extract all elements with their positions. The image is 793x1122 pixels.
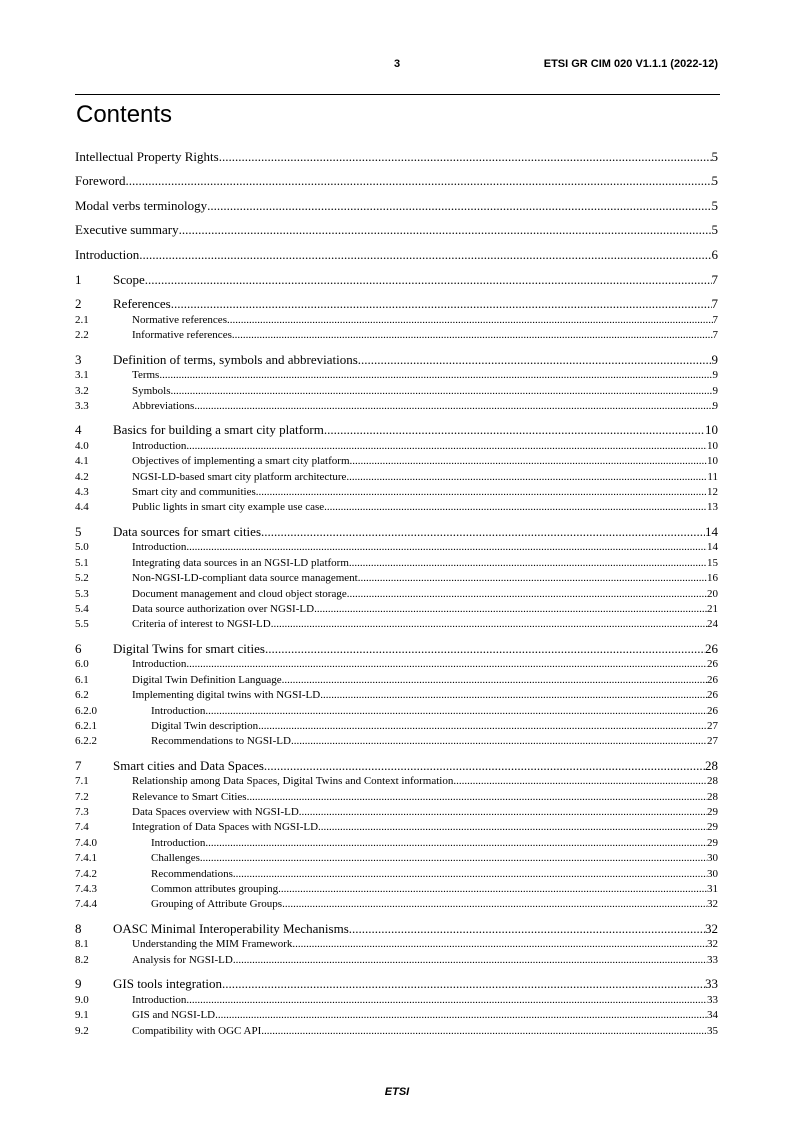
toc-subclause-entry[interactable] — [75, 540, 718, 555]
toc-leader-dots — [358, 352, 712, 369]
toc-entry-number: 4.2 — [75, 470, 89, 483]
toc-subsubclause-entry[interactable] — [75, 897, 718, 912]
toc-entry-title: Foreword — [75, 173, 126, 189]
toc-leader-dots — [299, 805, 707, 820]
toc-entry-title: Introduction — [75, 246, 140, 262]
toc-leader-dots — [349, 921, 705, 938]
toc-entry-title: Informative references — [132, 329, 232, 342]
toc-clause-entry[interactable] — [75, 422, 718, 439]
toc-entry-number: 9 — [75, 976, 82, 992]
toc-entry-page: 11 — [707, 470, 718, 483]
toc-entry-title: Criteria of interest to NGSI-LD — [132, 618, 271, 631]
toc-subclause-entry[interactable] — [75, 805, 718, 820]
toc-entry-page: 13 — [707, 501, 718, 514]
toc-entry-title: Public lights in smart city example use case — [132, 501, 325, 514]
footer-publisher: ETSI — [384, 1086, 410, 1098]
toc-entry-page: 33 — [707, 953, 718, 966]
toc-entry-number: 8 — [75, 920, 82, 936]
toc-entry-page: 5 — [711, 148, 718, 164]
toc-entry-title: Normative references — [132, 313, 227, 326]
toc-clause-entry[interactable] — [75, 222, 718, 239]
toc-leader-dots — [347, 587, 707, 602]
toc-leader-dots — [278, 882, 707, 897]
toc-leader-dots — [205, 836, 707, 851]
toc-entry-page: 30 — [707, 867, 718, 880]
toc-entry-title: Executive summary — [75, 222, 179, 238]
toc-clause-entry[interactable] — [75, 198, 718, 215]
toc-entry-page: 9 — [712, 369, 718, 382]
toc-entry-number: 2.2 — [75, 329, 89, 342]
toc-entry-number: 6.2.2 — [75, 735, 97, 748]
toc-clause-entry[interactable] — [75, 921, 718, 938]
toc-entry-title: Introduction — [132, 658, 187, 671]
toc-leader-dots — [215, 1008, 707, 1023]
toc-entry-number: 4.0 — [75, 439, 89, 452]
toc-clause-entry[interactable] — [75, 976, 718, 993]
toc-entry-page: 30 — [707, 852, 718, 865]
toc-leader-dots — [227, 313, 713, 328]
toc-entry-number: 1 — [75, 271, 82, 287]
toc-entry-number: 7.4.2 — [75, 867, 97, 880]
toc-leader-dots — [186, 439, 707, 454]
toc-leader-dots — [324, 500, 707, 515]
toc-entry-number: 3 — [75, 351, 82, 367]
toc-leader-dots — [265, 641, 705, 658]
toc-entry-number: 9.0 — [75, 993, 89, 1006]
toc-entry-number: 4.1 — [75, 455, 89, 468]
toc-leader-dots — [291, 734, 707, 749]
toc-leader-dots — [186, 540, 707, 555]
toc-entry-title: Digital Twins for smart cities — [113, 640, 265, 656]
toc-entry-number: 5.2 — [75, 572, 89, 585]
toc-subclause-entry[interactable] — [75, 556, 718, 571]
toc-entry-title: Basics for building a smart city platform — [113, 422, 324, 438]
toc-entry-title: Modal verbs terminology — [75, 197, 208, 213]
toc-entry-number: 7.3 — [75, 806, 89, 819]
toc-leader-dots — [232, 328, 713, 343]
toc-entry-title: Challenges — [151, 852, 200, 865]
toc-entry-title: Introduction — [151, 836, 206, 849]
toc-entry-page: 28 — [707, 775, 718, 788]
header-page-number: 3 — [393, 58, 401, 70]
toc-entry-page: 33 — [707, 993, 718, 1006]
toc-leader-dots — [292, 937, 707, 952]
toc-subclause-entry[interactable] — [75, 399, 718, 414]
toc-clause-entry[interactable] — [75, 296, 718, 313]
toc-entry-title: GIS and NGSI-LD — [132, 1009, 216, 1022]
toc-entry-title: Introduction — [132, 993, 187, 1006]
toc-subclause-entry[interactable] — [75, 790, 718, 805]
toc-entry-page: 28 — [705, 757, 718, 773]
toc-leader-dots — [186, 657, 707, 672]
toc-subclause-entry[interactable] — [75, 774, 718, 789]
toc-subclause-entry[interactable] — [75, 953, 718, 968]
toc-subclause-entry[interactable] — [75, 820, 718, 835]
toc-entry-page: 7 — [712, 313, 718, 326]
toc-subclause-entry[interactable] — [75, 673, 718, 688]
toc-entry-page: 16 — [707, 572, 718, 585]
toc-leader-dots — [271, 617, 707, 632]
header-divider — [75, 94, 720, 95]
toc-subsubclause-entry[interactable] — [75, 734, 718, 749]
toc-leader-dots — [320, 688, 707, 703]
toc-entry-title: Introduction — [151, 704, 206, 717]
toc-entry-title: NGSI-LD-based smart city platform architecture — [132, 470, 347, 483]
toc-entry-title: Smart city and communities — [132, 486, 256, 499]
toc-subclause-entry[interactable] — [75, 384, 718, 399]
toc-entry-page: 24 — [707, 618, 718, 631]
toc-clause-entry[interactable] — [75, 272, 718, 289]
toc-entry-title: Compatibility with OGC API — [132, 1024, 262, 1037]
toc-entry-title: Introduction — [132, 439, 187, 452]
toc-subclause-entry[interactable] — [75, 470, 718, 485]
toc-entry-page: 9 — [712, 399, 718, 412]
toc-entry-page: 7 — [711, 271, 718, 287]
toc-entry-page: 5 — [711, 222, 718, 238]
page-title: Contents — [76, 101, 173, 128]
toc-entry-number: 5.3 — [75, 587, 89, 600]
toc-entry-title: Implementing digital twins with NGSI-LD — [132, 689, 321, 702]
toc-entry-page: 27 — [707, 719, 718, 732]
toc-leader-dots — [219, 149, 712, 166]
toc-entry-page: 14 — [705, 523, 718, 539]
toc-entry-page: 32 — [707, 938, 718, 951]
toc-leader-dots — [453, 774, 707, 789]
toc-entry-number: 3.2 — [75, 384, 89, 397]
toc-leader-dots — [350, 454, 708, 469]
toc-entry-number: 5.0 — [75, 541, 89, 554]
toc-entry-page: 32 — [705, 920, 718, 936]
toc-entry-page: 26 — [707, 689, 718, 702]
toc-entry-number: 3.1 — [75, 369, 89, 382]
toc-entry-number: 8.2 — [75, 953, 89, 966]
toc-leader-dots — [261, 1024, 707, 1039]
toc-entry-title: Data Spaces overview with NGSI-LD — [132, 806, 299, 819]
toc-subsubclause-entry[interactable] — [75, 836, 718, 851]
toc-entry-page: 29 — [707, 806, 718, 819]
toc-leader-dots — [126, 173, 712, 190]
toc-entry-number: 7.1 — [75, 775, 89, 788]
toc-leader-dots — [358, 571, 707, 586]
toc-entry-page: 26 — [707, 673, 718, 686]
toc-subsubclause-entry[interactable] — [75, 867, 718, 882]
toc-entry-number: 7 — [75, 757, 82, 773]
toc-entry-page: 10 — [707, 439, 718, 452]
toc-entry-title: Common attributes grouping — [151, 883, 279, 896]
toc-subclause-entry[interactable] — [75, 454, 718, 469]
toc-entry-page: 5 — [711, 197, 718, 213]
toc-entry-title: Recommendations to NGSI-LD — [151, 735, 291, 748]
toc-clause-entry[interactable] — [75, 247, 718, 264]
toc-subsubclause-entry[interactable] — [75, 704, 718, 719]
toc-subclause-entry[interactable] — [75, 313, 718, 328]
toc-subclause-entry[interactable] — [75, 657, 718, 672]
toc-subclause-entry[interactable] — [75, 688, 718, 703]
toc-entry-title: Abbreviations — [132, 399, 195, 412]
toc-entry-number: 9.1 — [75, 1009, 89, 1022]
toc-entry-number: 7.4.1 — [75, 852, 97, 865]
toc-entry-title: Relationship among Data Spaces, Digital Twins and Context information — [132, 775, 454, 788]
toc-leader-dots — [200, 851, 707, 866]
toc-subsubclause-entry[interactable] — [75, 851, 718, 866]
toc-entry-title: Objectives of implementing a smart city platform — [132, 455, 350, 468]
toc-clause-entry[interactable] — [75, 352, 718, 369]
toc-entry-title: Relevance to Smart Cities — [132, 790, 247, 803]
toc-leader-dots — [324, 422, 705, 439]
toc-entry-title: Smart cities and Data Spaces — [113, 757, 264, 773]
toc-leader-dots — [282, 673, 707, 688]
toc-subclause-entry[interactable] — [75, 485, 718, 500]
toc-clause-entry[interactable] — [75, 641, 718, 658]
toc-leader-dots — [207, 198, 711, 215]
toc-entry-number: 6.2.0 — [75, 704, 97, 717]
toc-entry-page: 32 — [707, 898, 718, 911]
toc-subclause-entry[interactable] — [75, 587, 718, 602]
toc-entry-page: 10 — [707, 455, 718, 468]
toc-entry-page: 26 — [707, 704, 718, 717]
toc-leader-dots — [256, 485, 707, 500]
toc-entry-number: 4.3 — [75, 486, 89, 499]
toc-entry-title: Integrating data sources in an NGSI-LD platform — [132, 556, 349, 569]
toc-entry-title: Scope — [113, 271, 145, 287]
toc-entry-title: GIS tools integration — [113, 976, 223, 992]
toc-subclause-entry[interactable] — [75, 1008, 718, 1023]
toc-leader-dots — [314, 602, 707, 617]
toc-entry-title: Digital Twin Definition Language — [132, 673, 282, 686]
toc-entry-page: 10 — [705, 422, 718, 438]
toc-leader-dots — [264, 758, 705, 775]
toc-entry-number: 2 — [75, 296, 82, 312]
toc-leader-dots — [159, 368, 712, 383]
toc-entry-page: 33 — [705, 976, 718, 992]
toc-entry-title: Introduction — [132, 541, 187, 554]
toc-clause-entry[interactable] — [75, 524, 718, 541]
toc-leader-dots — [139, 247, 711, 264]
toc-entry-page: 28 — [707, 790, 718, 803]
toc-entry-number: 3.3 — [75, 399, 89, 412]
toc-entry-number: 5.1 — [75, 556, 89, 569]
toc-entry-number: 7.4 — [75, 821, 89, 834]
toc-entry-number: 6 — [75, 640, 82, 656]
toc-leader-dots — [205, 704, 707, 719]
toc-entry-title: Analysis for NGSI-LD — [132, 953, 233, 966]
toc-entry-page: 26 — [707, 658, 718, 671]
toc-clause-entry[interactable] — [75, 173, 718, 190]
toc-leader-dots — [233, 867, 707, 882]
toc-entry-page: 7 — [712, 329, 718, 342]
toc-entry-title: Terms — [132, 369, 160, 382]
toc-leader-dots — [318, 820, 707, 835]
toc-entry-page: 7 — [711, 296, 718, 312]
toc-entry-title: Integration of Data Spaces with NGSI-LD — [132, 821, 319, 834]
toc-entry-page: 12 — [707, 486, 718, 499]
toc-leader-dots — [346, 470, 707, 485]
toc-leader-dots — [179, 222, 712, 239]
toc-subclause-entry[interactable] — [75, 1024, 718, 1039]
toc-leader-dots — [145, 272, 712, 289]
toc-entry-title: References — [113, 296, 171, 312]
toc-entry-page: 35 — [707, 1024, 718, 1037]
toc-entry-number: 4 — [75, 422, 82, 438]
toc-entry-page: 21 — [707, 603, 718, 615]
toc-entry-title: Understanding the MIM Framework — [132, 938, 293, 951]
toc-entry-page: 14 — [707, 541, 718, 554]
toc-entry-page: 5 — [711, 173, 718, 189]
toc-entry-title: Data source authorization over NGSI-LD — [132, 603, 315, 615]
toc-entry-number: 4.4 — [75, 501, 89, 514]
toc-entry-page: 29 — [707, 836, 718, 849]
toc-entry-title: Recommendations — [151, 867, 233, 880]
toc-entry-number: 5 — [75, 523, 82, 539]
toc-clause-entry[interactable] — [75, 149, 718, 166]
toc-entry-title: Document management and cloud object storage — [132, 587, 347, 600]
toc-leader-dots — [258, 719, 707, 734]
toc-entry-number: 7.4.0 — [75, 836, 97, 849]
toc-leader-dots — [186, 993, 707, 1008]
toc-entry-page: 15 — [707, 556, 718, 569]
toc-clause-entry[interactable] — [75, 758, 718, 775]
toc-leader-dots — [247, 790, 707, 805]
toc-leader-dots — [222, 976, 705, 993]
toc-leader-dots — [233, 953, 707, 968]
toc-entry-page: 26 — [705, 640, 718, 656]
toc-entry-number: 6.2.1 — [75, 719, 97, 732]
toc-entry-title: Intellectual Property Rights — [75, 148, 219, 164]
toc-entry-page: 27 — [707, 735, 718, 748]
toc-entry-page: 31 — [707, 883, 718, 896]
toc-subclause-entry[interactable] — [75, 328, 718, 343]
toc-subclause-entry[interactable] — [75, 602, 718, 617]
toc-entry-number: 5.5 — [75, 618, 89, 631]
toc-entry-page: 34 — [707, 1009, 718, 1022]
toc-entry-page: 29 — [707, 821, 718, 834]
toc-entry-title: Non-NGSI-LD-compliant data source management — [132, 572, 358, 585]
toc-leader-dots — [261, 524, 705, 541]
toc-leader-dots — [282, 897, 707, 912]
toc-subclause-entry[interactable] — [75, 368, 718, 383]
header-document-id: ETSI GR CIM 020 V1.1.1 (2022-12) — [543, 58, 718, 70]
toc-entry-page: 6 — [711, 246, 718, 262]
toc-entry-title: Data sources for smart cities — [113, 523, 262, 539]
toc-entry-title: Definition of terms, symbols and abbreviations — [113, 351, 358, 367]
toc-entry-number: 5.4 — [75, 603, 89, 615]
toc-leader-dots — [171, 384, 713, 399]
toc-subclause-entry[interactable] — [75, 500, 718, 515]
toc-subclause-entry[interactable] — [75, 617, 718, 632]
toc-entry-number: 9.2 — [75, 1024, 89, 1037]
toc-entry-number: 6.1 — [75, 673, 89, 686]
toc-subclause-entry[interactable] — [75, 571, 718, 586]
toc-leader-dots — [194, 399, 712, 414]
toc-entry-title: Symbols — [132, 384, 171, 397]
toc-subsubclause-entry[interactable] — [75, 882, 718, 897]
toc-subsubclause-entry[interactable] — [75, 719, 718, 734]
toc-entry-page: 20 — [707, 587, 718, 600]
toc-subclause-entry[interactable] — [75, 439, 718, 454]
toc-subclause-entry[interactable] — [75, 993, 718, 1008]
toc-leader-dots — [349, 556, 707, 571]
toc-entry-number: 7.4.3 — [75, 883, 97, 896]
toc-entry-number: 2.1 — [75, 313, 89, 326]
table-of-contents — [75, 141, 718, 1039]
toc-entry-number: 7.2 — [75, 790, 89, 803]
toc-entry-number: 8.1 — [75, 938, 89, 951]
toc-entry-number: 7.4.4 — [75, 898, 97, 911]
toc-entry-title: OASC Minimal Interoperability Mechanisms — [113, 920, 349, 936]
toc-entry-page: 9 — [711, 351, 718, 367]
toc-subclause-entry[interactable] — [75, 937, 718, 952]
toc-entry-number: 6.0 — [75, 658, 89, 671]
toc-leader-dots — [171, 296, 712, 313]
toc-entry-title: Grouping of Attribute Groups — [151, 898, 283, 911]
toc-entry-page: 9 — [712, 384, 718, 397]
toc-entry-number: 6.2 — [75, 689, 89, 702]
toc-entry-title: Digital Twin description — [151, 719, 259, 732]
